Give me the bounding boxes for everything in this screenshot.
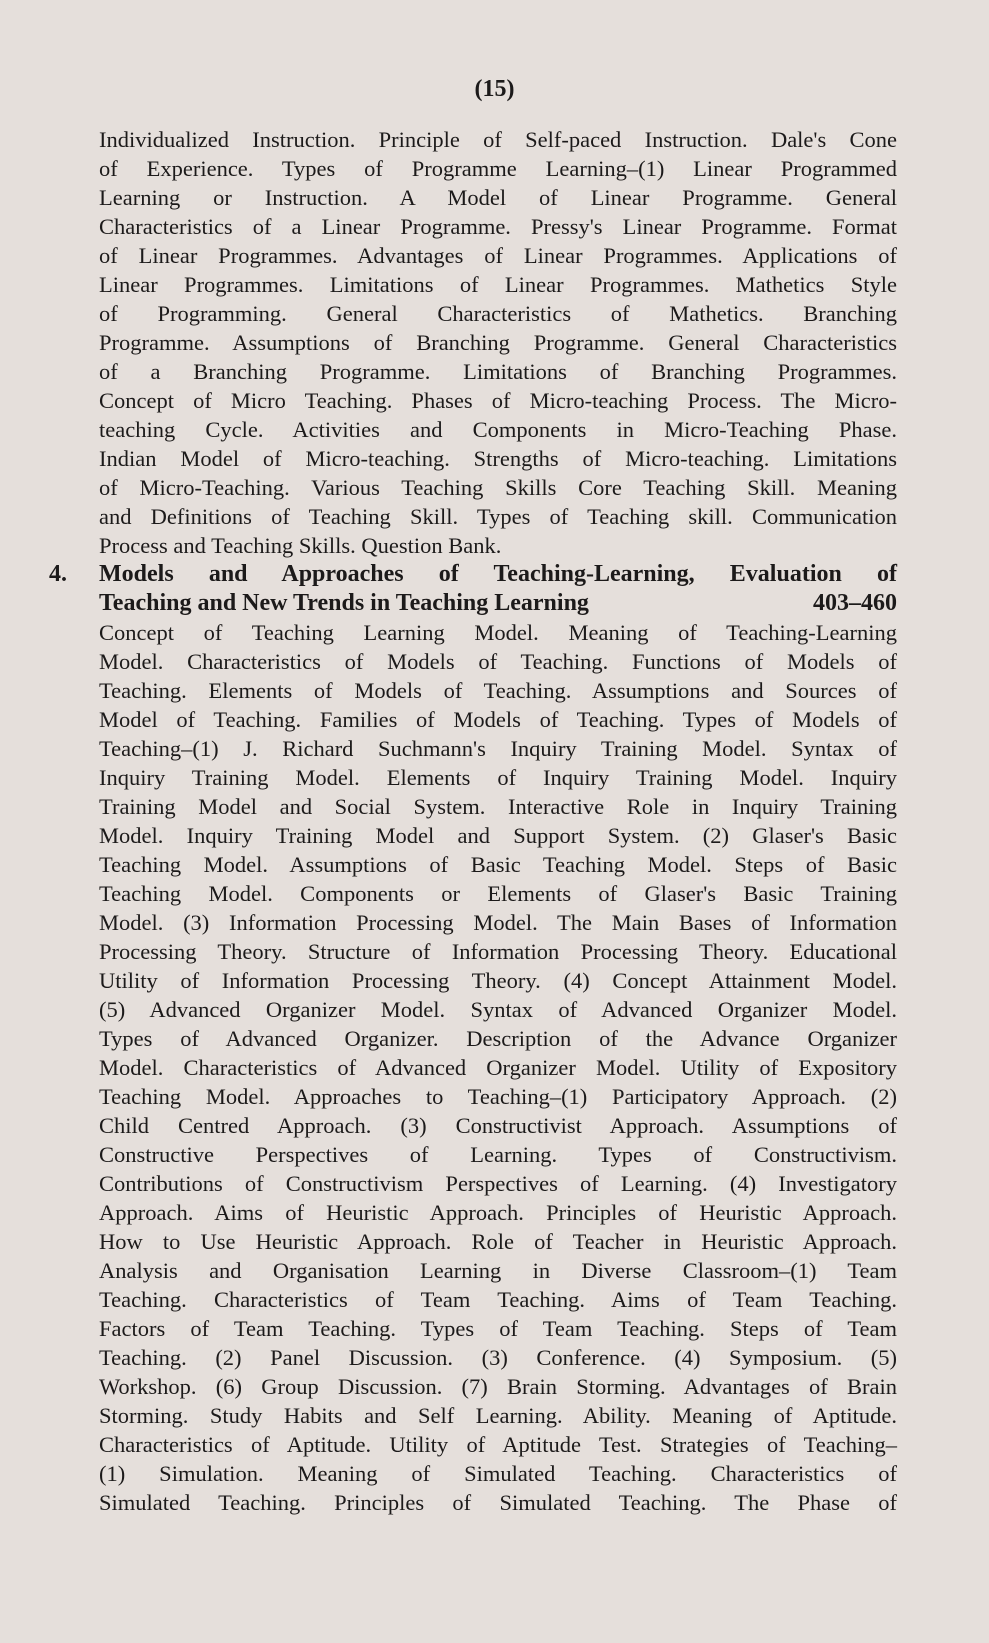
- text-line: Teaching. Characteristics of Team Teaching. Aims of Team Teaching.: [99, 1287, 897, 1312]
- text-line: Process and Teaching Skills. Question Bank.: [99, 533, 502, 558]
- text-line: Approach. Aims of Heuristic Approach. Principles of Heuristic Approach.: [99, 1200, 897, 1225]
- text-line: Simulated Teaching. Principles of Simulated Teaching. The Phase of: [99, 1490, 897, 1515]
- text-line: Model. Inquiry Training Model and Support System. (2) Glaser's Basic: [99, 823, 897, 848]
- text-line: Concept of Teaching Learning Model. Meaning of Teaching-Learning: [99, 620, 897, 645]
- chapter-heading: [49, 560, 897, 618]
- text-line: of Experience. Types of Programme Learning–(1) Linear Programmed: [99, 156, 897, 181]
- text-line: Contributions of Constructivism Perspectives of Learning. (4) Investigatory: [99, 1171, 897, 1196]
- text-line: Teaching–(1) J. Richard Suchmann's Inquiry Training Model. Syntax of: [99, 736, 897, 761]
- text-line: Teaching. (2) Panel Discussion. (3) Conference. (4) Symposium. (5): [99, 1345, 897, 1370]
- text-line: Model. Characteristics of Models of Teaching. Functions of Models of: [99, 649, 897, 674]
- page-number: (15): [474, 76, 515, 102]
- chapter-title-text: Teaching and New Trends in Teaching Learning: [99, 590, 589, 616]
- paragraph-1: [99, 125, 897, 560]
- text-line: and Definitions of Teaching Skill. Types of Teaching skill. Communication: [99, 504, 897, 529]
- chapter-page-range: 403–460: [813, 590, 897, 616]
- text-line: of a Branching Programme. Limitations of Branching Programmes.: [99, 359, 897, 384]
- text-line: Workshop. (6) Group Discussion. (7) Brain Storming. Advantages of Brain: [99, 1374, 897, 1399]
- text-line: Processing Theory. Structure of Information Processing Theory. Educational: [99, 939, 897, 964]
- text-line: (5) Advanced Organizer Model. Syntax of Advanced Organizer Model.: [99, 997, 897, 1022]
- text-line: Constructive Perspectives of Learning. Types of Constructivism.: [99, 1142, 897, 1167]
- page-body: [49, 125, 897, 1517]
- text-line: How to Use Heuristic Approach. Role of Teacher in Heuristic Approach.: [99, 1229, 897, 1254]
- text-line: Teaching Model. Approaches to Teaching–(1) Participatory Approach. (2): [99, 1084, 897, 1109]
- text-line: Training Model and Social System. Interactive Role in Inquiry Training: [99, 794, 897, 819]
- text-line: Child Centred Approach. (3) Constructivist Approach. Assumptions of: [99, 1113, 897, 1138]
- paragraph-2: [99, 618, 897, 1517]
- text-line: Teaching. Elements of Models of Teaching. Assumptions and Sources of: [99, 678, 897, 703]
- text-line: Indian Model of Micro-teaching. Strengths of Micro-teaching. Limitations: [99, 446, 897, 471]
- text-line: Analysis and Organisation Learning in Diverse Classroom–(1) Team: [99, 1258, 897, 1283]
- chapter-number: 4.: [49, 561, 67, 587]
- text-line: Factors of Team Teaching. Types of Team Teaching. Steps of Team: [99, 1316, 897, 1341]
- text-line: Learning or Instruction. A Model of Linear Programme. General: [99, 185, 897, 210]
- text-line: of Programming. General Characteristics of Mathetics. Branching: [99, 301, 897, 326]
- text-line: Model. Characteristics of Advanced Organizer Model. Utility of Expository: [99, 1055, 897, 1080]
- text-line: Linear Programmes. Limitations of Linear Programmes. Mathetics Style: [99, 272, 897, 297]
- text-line: Characteristics of Aptitude. Utility of Aptitude Test. Strategies of Teaching–: [99, 1432, 897, 1457]
- text-line: Model. (3) Information Processing Model. The Main Bases of Information: [99, 910, 897, 935]
- text-line: of Micro-Teaching. Various Teaching Skills Core Teaching Skill. Meaning: [99, 475, 897, 500]
- text-line: Teaching Model. Components or Elements of Glaser's Basic Training: [99, 881, 897, 906]
- text-line: Individualized Instruction. Principle of Self-paced Instruction. Dale's Cone: [99, 127, 897, 152]
- text-line: Programme. Assumptions of Branching Programme. General Characteristics: [99, 330, 897, 355]
- text-line: Storming. Study Habits and Self Learning. Ability. Meaning of Aptitude.: [99, 1403, 897, 1428]
- text-line: (1) Simulation. Meaning of Simulated Teaching. Characteristics of: [99, 1461, 897, 1486]
- text-line: Model of Teaching. Families of Models of Teaching. Types of Models of: [99, 707, 897, 732]
- text-line: Inquiry Training Model. Elements of Inquiry Training Model. Inquiry: [99, 765, 897, 790]
- text-line: Characteristics of a Linear Programme. Pressy's Linear Programme. Format: [99, 214, 897, 239]
- text-line: Teaching Model. Assumptions of Basic Teaching Model. Steps of Basic: [99, 852, 897, 877]
- text-line: Utility of Information Processing Theory. (4) Concept Attainment Model.: [99, 968, 897, 993]
- chapter-title-line-1: Models and Approaches of Teaching-Learning, Evaluation of: [99, 561, 897, 587]
- chapter-title-line-2: [99, 589, 897, 618]
- text-line: Types of Advanced Organizer. Description of the Advance Organizer: [99, 1026, 897, 1051]
- text-line: teaching Cycle. Activities and Components in Micro-Teaching Phase.: [99, 417, 897, 442]
- text-line: of Linear Programmes. Advantages of Linear Programmes. Applications of: [99, 243, 897, 268]
- text-line: Concept of Micro Teaching. Phases of Micro-teaching Process. The Micro-: [99, 388, 897, 413]
